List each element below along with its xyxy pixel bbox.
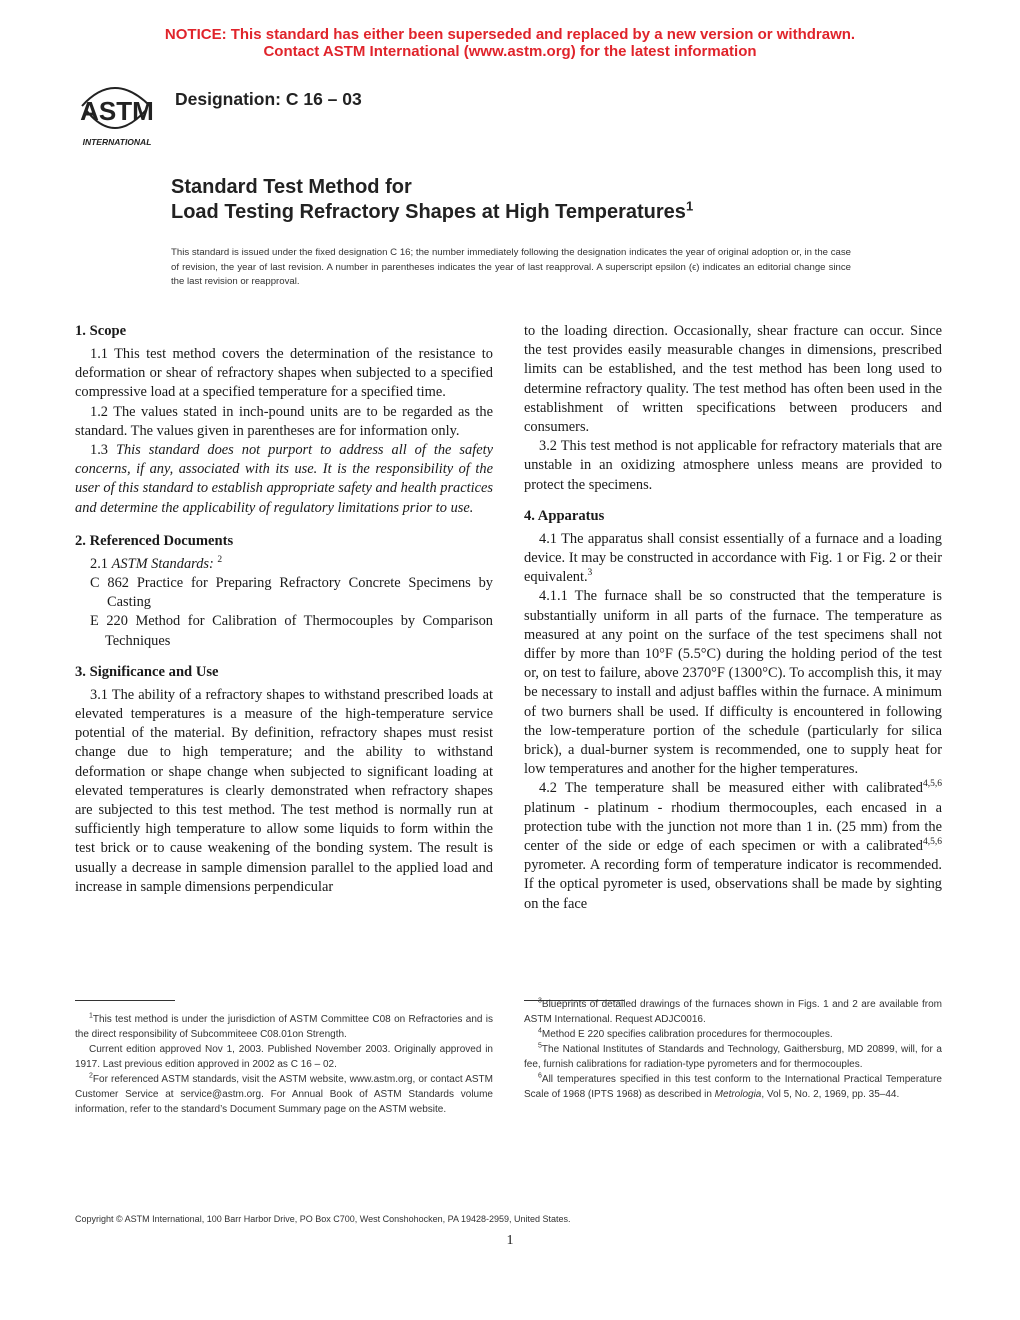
footnote-2: $^2$For referenced ASTM standards, visit the ASTM website, www.astm.org, or contact ASTM Customer Service at service@astm.org. For Annual Book of ASTM Standards volume information, refer to the standard’s Document Summary page on the ASTM website. — [75, 1072, 493, 1115]
right-column — [524, 322, 942, 914]
paragraph-1-3: 1.3 This standard does not purport to address all of the safety concerns, if any, associated with its use. It is the responsibility of the user of this standard to establish appropriate safety and health practices and determine the applicability of regulatory limitations prior to use. — [75, 442, 493, 516]
section-heading-referenced: 2. Referenced Documents — [75, 532, 234, 549]
footnote-divider-left — [75, 1000, 175, 1001]
title-line-2: Load Testing Refractory Shapes at High Temperatures$^1$ — [171, 198, 694, 223]
section-heading-significance: 3. Significance and Use — [75, 663, 219, 680]
footnote-mark-3: 3 — [587, 568, 593, 579]
footnote-6: $^6$All temperatures specified in this test conform to the International Practical Temperature Scale of 1968 (IPTS 1968) as described in Metrologia, Vol 5, No. 2, 1969, pp. 35–44. — [524, 1072, 942, 1100]
astm-logo-icon — [74, 76, 160, 148]
designation: Designation: C 16 – 03 — [175, 89, 362, 109]
notice-line-1: NOTICE: This standard has either been superseded and replaced by a new version or withdrawn. — [164, 26, 856, 43]
footnotes-right — [524, 997, 942, 1102]
section-heading-scope: 1. Scope — [75, 323, 127, 339]
footnote-5: $^5$The National Institutes of Standards and Technology, Gaithersburg, MD 20899, will, for a fee, furnish calibrations for radiation-type pyrometers and for thermocouples. — [524, 1042, 942, 1070]
section-heading-apparatus: 4. Apparatus — [524, 507, 605, 524]
reference-e220: E 220 Method for Calibration of Thermocouples by Comparison Techniques — [90, 613, 493, 649]
left-column — [75, 322, 493, 897]
paragraph-2-1: 2.1 ASTM Standards: $^2$ — [90, 555, 223, 572]
reference-c862: C 862 Practice for Preparing Refractory Concrete Specimens by Casting — [90, 575, 493, 611]
paragraph-4-1-1: 4.1.1 The furnace shall be so constructed that the temperature is substantially uniform in all parts of the furnace. The temperature as measured at any point on the surface of the test specimens shall not differ by more than 10°F (5.5°C) during the holding period of the test or, on test to failure, above 2370°F (1300°C). To accomplish this, it may be necessary to install and adjust baffles within the furnace. A minimum of two burners shall be used. If difficulty is encountered in following the low-temperature portion of the schedule (particularly for silica brick), a dual-burner system is recommended, one to supply heat for low temperatures and another for the higher temperatures. — [524, 588, 942, 778]
logo-mark: ASTM — [80, 96, 154, 126]
title-line-1: Standard Test Method for — [171, 176, 412, 198]
paragraph-3-2: 3.2 This test method is not applicable for refractory materials that are unstable in an oxidizing atmosphere unless means are provided to protect the specimens. — [524, 438, 942, 493]
withdrawal-notice — [0, 26, 1020, 60]
paragraph-1-1: 1.1 This test method covers the determination of the resistance to deformation or shear of refractory shapes when subjected to a specified compressive load at a specified temperature for a specified time. — [75, 346, 493, 401]
paragraph-3-1-continued: to the loading direction. Occasionally, shear fracture can occur. Since the test provides easily measurable changes in dimensions, prescribed limits can be established, and the test method has been long used to determine refractory quality. The test method has often been used in the establishment of written specifications between producers and consumers. — [524, 323, 942, 436]
footnote-1: $^1$This test method is under the jurisdiction of ASTM Committee C08 on Refractories and is the direct responsibility of Subcommiteee C08.01on Strength. — [75, 1012, 493, 1040]
notice-line-2: Contact ASTM International (www.astm.org) for the latest information — [263, 43, 757, 60]
title-footnote-mark: 1 — [685, 198, 694, 214]
page-number: 1 — [506, 1233, 514, 1248]
footnote-1-edition: Current edition approved Nov 1, 2003. Published November 2003. Originally approved in 1917. Last previous edition approved in 2002 as C 16 – 02. — [75, 1044, 493, 1070]
paragraph-3-1: 3.1 The ability of a refractory shapes to withstand prescribed loads at elevated temperatures is a measure of the high-temperature service potential of the material. By definition, refractory shapes must resist change due to high temperature; and the ability to withstand deformation or shape change when subjected to significant loading at elevated temperatures is clearly demonstrated when refractory shapes are subjected to this test method. The test method is normally run at sufficiently high temperature to allow some liquids to form within the test brick or to cause weakening of the bonding system. The result is usually a decrease in sample dimension parallel to the applied load and increase in sample dimensions perpendicular — [75, 686, 493, 895]
document-title — [171, 175, 693, 225]
footnote-4: $^4$Method E 220 specifies calibration procedures for thermocouples. — [538, 1027, 833, 1040]
paragraph-4-1: 4.1 The apparatus shall consist essentially of a furnace and a loading device. It may be constructed in accordance with Fig. 1 or Fig. 2 or their equivalent.$^3$ — [524, 530, 942, 586]
footnotes-left — [75, 1012, 493, 1117]
footnote-3: $^3$Blueprints of detailed drawings of the furnaces shown in Figs. 1 and 2 are available from ASTM International. Request ADJC0016. — [524, 997, 942, 1025]
logo-sub: INTERNATIONAL — [82, 137, 152, 147]
paragraph-1-2: 1.2 The values stated in inch-pound units are to be regarded as the standard. The values given in parentheses are for information only. — [75, 403, 493, 439]
astm-logo — [74, 76, 160, 148]
paragraph-4-2: 4.2 The temperature shall be measured either with calibrated$^{4,5,6}$ platinum - platinum - rhodium thermocouples, each encased in a protection tube with the junction not more than 1 in. (25 mm) from the center of the side or edge of each specimen or with a calibrated$^{4,5,6}$ pyrometer. A recording form of temperature indicator is recommended. If the optical pyrometer is used, observations shall be made by sighting on the face — [524, 779, 942, 912]
copyright: Copyright © ASTM International, 100 Barr Harbor Drive, PO Box C700, West Conshohocken, PA 19428-2959, United States. — [75, 1214, 571, 1224]
issuance-note: This standard is issued under the fixed designation C 16; the number immediately following the designation indicates the year of original adoption or, in the case of revision, the year of last revision. A number in parentheses indicates the year of last reapproval. A superscript epsilon (ϵ) indicates an editorial change since the last revision or reapproval. — [171, 247, 851, 287]
footnote-mark-2: 2 — [217, 555, 223, 566]
